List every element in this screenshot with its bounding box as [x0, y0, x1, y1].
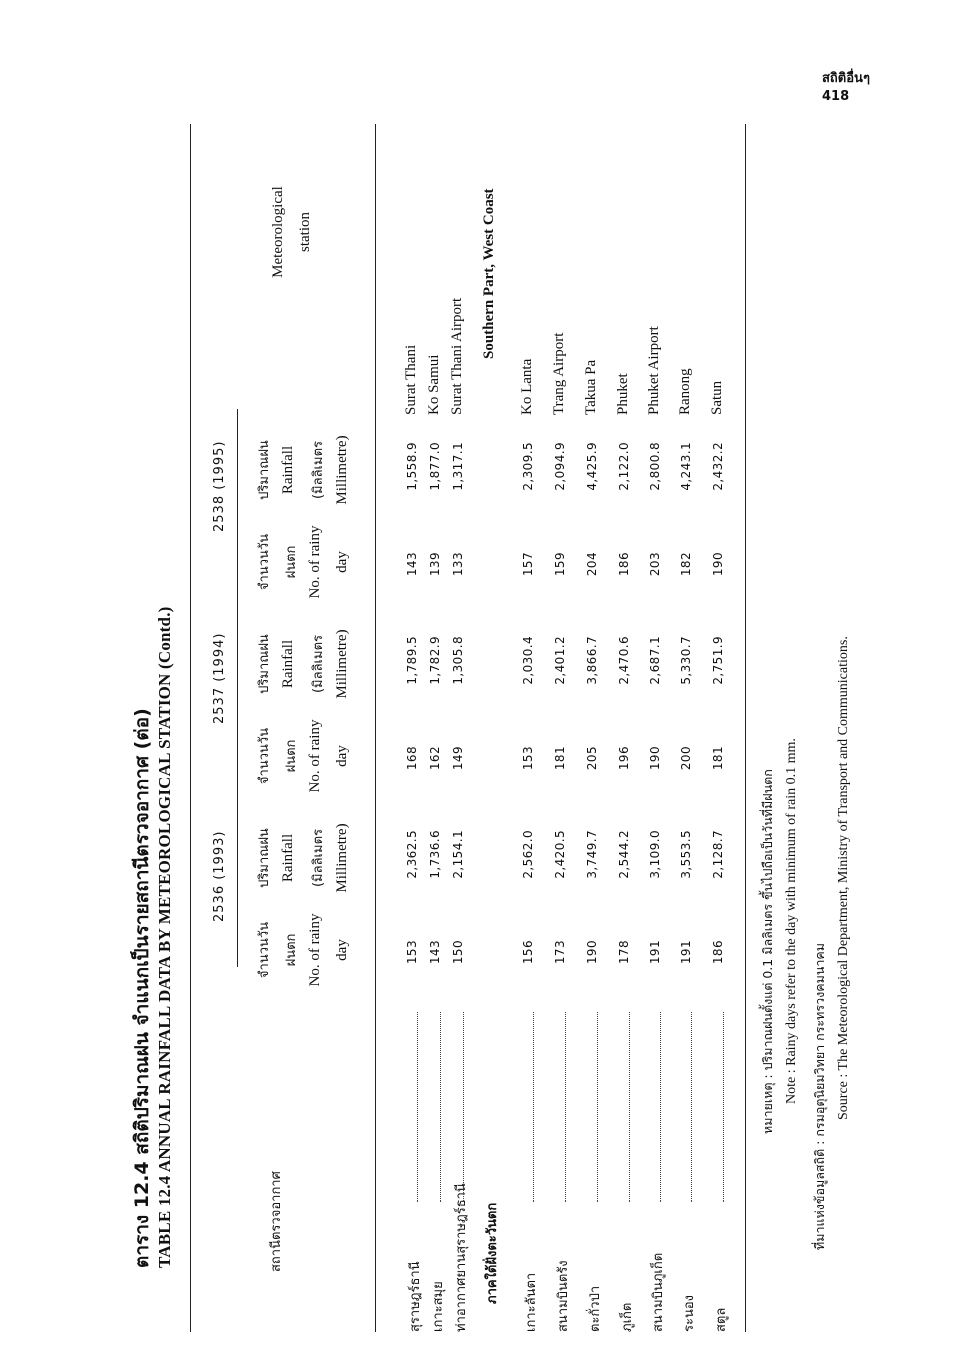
year-header-1994: 2537 (1994)	[212, 632, 227, 724]
cell-r1994: 2,751.9	[711, 636, 725, 685]
source-thai: ที่มาแห่งข้อมูลสถิติ : กรมอุตุนิยมวิทยา กระทรวงคมนาคม	[812, 943, 827, 1250]
station-name-english: Satun	[709, 380, 725, 415]
leader-dots	[463, 1012, 464, 1202]
leader-dots	[597, 1012, 598, 1202]
station-name-english: Ko Lanta	[519, 358, 535, 415]
year-header-1993: 2536 (1993)	[212, 830, 227, 922]
station-name-thai: ระนอง	[682, 1294, 697, 1332]
leader-dots	[691, 1012, 692, 1202]
header-station-english	[270, 157, 314, 307]
header-rainfall-2-line3: Millimetre)	[334, 435, 350, 505]
header-days-1-line2: No. of rainy	[307, 719, 323, 793]
header-rainfall-0-line3: Millimetre)	[334, 823, 350, 893]
cell-d1995: 203	[648, 552, 662, 577]
cell-r1994: 1,782.9	[428, 636, 442, 685]
cell-d1994: 205	[585, 746, 599, 771]
cell-r1994: 3,866.7	[585, 636, 599, 685]
cell-r1993: 2,544.2	[617, 830, 631, 879]
table-bottom-rule	[745, 124, 746, 1332]
cell-r1995: 2,122.0	[617, 442, 631, 491]
header-station-english-line2: station	[297, 212, 313, 252]
header-days-1-line3: day	[334, 745, 350, 767]
cell-r1993: 2,562.0	[521, 830, 535, 879]
cell-d1994: 196	[617, 746, 631, 771]
cell-d1993: 191	[679, 940, 693, 965]
header-days-2-line2: No. of rainy	[307, 525, 323, 599]
header-rainfall-2-line2: (มิลลิเมตร	[311, 441, 326, 500]
cell-d1993: 156	[521, 940, 535, 965]
cell-d1995: 186	[617, 552, 631, 577]
cell-r1995: 2,432.2	[711, 442, 725, 491]
station-name-thai: ตะกั่วป่า	[588, 1285, 603, 1332]
cell-r1993: 2,420.5	[553, 830, 567, 879]
cell-d1995: 133	[451, 552, 465, 577]
station-name-thai: สุราษฎร์ธานี	[408, 1261, 423, 1332]
header-days-0-line2: No. of rainy	[307, 913, 323, 987]
cell-r1993: 3,109.0	[648, 830, 662, 879]
station-name-thai: สนามบินตรัง	[556, 1260, 571, 1332]
header-rainfall-1-line2: (มิลลิเมตร	[311, 635, 326, 694]
station-name-english: Surat Thani Airport	[449, 297, 465, 415]
header-rainfall-0-line1: Rainfall	[280, 833, 296, 883]
cell-d1994: 200	[679, 746, 693, 771]
station-name-english: Ranong	[677, 368, 693, 415]
cell-d1995: 190	[711, 552, 725, 577]
header-station-english-line1: Meteorological	[270, 186, 286, 278]
table-title-english: TABLE 12.4 ANNUAL RAINFALL DATA BY METEOROLOGICAL STATION (Contd.)	[155, 606, 174, 1268]
header-days-1-line0: จำนวนวัน	[257, 727, 272, 785]
header-days-0-line0: จำนวนวัน	[257, 921, 272, 979]
cell-r1994: 2,030.4	[521, 636, 535, 685]
station-name-thai: ท่าอากาศยานสุราษฎร์ธานี	[454, 1183, 469, 1332]
station-name-thai: สนามบินภูเก็ต	[651, 1252, 666, 1332]
station-name-thai: เกาะสมุย	[431, 1281, 446, 1332]
cell-d1995: 182	[679, 552, 693, 577]
leader-dots	[660, 1012, 661, 1202]
station-name-english: Ko Samui	[426, 354, 442, 415]
note-english: Note : Rainy days refer to the day with minimum of rain 0.1 mm.	[784, 738, 799, 1104]
leader-dots	[629, 1012, 630, 1202]
header-station-thai: สถานีตรวจอากาศ	[269, 1171, 284, 1272]
station-name-thai: สตูล	[714, 1307, 729, 1332]
header-rainfall-0-line2: (มิลลิเมตร	[311, 829, 326, 888]
table-title-thai: ตาราง 12.4 สถิติปริมาณฝน จำแนกเป็นรายสถานีตรวจอากาศ (ต่อ)	[131, 708, 153, 1268]
cell-d1993: 143	[428, 940, 442, 965]
cell-d1993: 153	[405, 940, 419, 965]
remark-thai: หมายเหตุ : ปริมาณฝนตั้งแต่ 0.1 มิลลิเมตร ขึ้นไปถือเป็นวันที่มีฝนตก	[760, 769, 775, 1134]
cell-d1993: 173	[553, 940, 567, 965]
cell-r1993: 3,749.7	[585, 830, 599, 879]
cell-d1994: 181	[711, 746, 725, 771]
cell-d1995: 143	[405, 552, 419, 577]
station-name-english: Surat Thani	[403, 344, 419, 415]
cell-r1995: 2,094.9	[553, 442, 567, 491]
cell-d1994: 149	[451, 746, 465, 771]
leader-dots	[533, 1012, 534, 1202]
cell-d1993: 191	[648, 940, 662, 965]
station-name-english: Phuket Airport	[646, 326, 662, 415]
section-label: สถิติอื่นๆ	[822, 71, 870, 86]
leader-dots	[440, 1012, 441, 1202]
year-header-1995: 2538 (1995)	[212, 440, 227, 532]
cell-r1995: 2,800.8	[648, 442, 662, 491]
header-rainfall-2-line0: ปริมาณฝน	[257, 440, 272, 500]
cell-d1994: 153	[521, 746, 535, 771]
cell-r1993: 3,553.5	[679, 830, 693, 879]
cell-d1994: 168	[405, 746, 419, 771]
header-rainfall-1-line1: Rainfall	[280, 639, 296, 689]
section-heading-thai: ภาคใต้ฝั่งตะวันตก	[485, 1202, 500, 1304]
cell-r1995: 4,243.1	[679, 442, 693, 491]
cell-d1993: 178	[617, 940, 631, 965]
cell-r1994: 2,687.1	[648, 636, 662, 685]
header-days-2-line1: ฝนตก	[284, 545, 299, 579]
header-days-2-line0: จำนวนวัน	[257, 533, 272, 591]
page-number: 418	[822, 89, 850, 104]
station-name-thai: เกาะลันตา	[524, 1272, 539, 1332]
station-name-english: Takua Pa	[583, 359, 599, 415]
cell-r1994: 1,305.8	[451, 636, 465, 685]
header-days-2-line3: day	[334, 551, 350, 573]
table-top-rule	[190, 124, 191, 1332]
section-heading-english: Southern Part, West Coast	[481, 188, 497, 359]
station-name-english: Phuket	[615, 373, 631, 415]
cell-r1993: 2,128.7	[711, 830, 725, 879]
header-rainfall-2-line1: Rainfall	[280, 445, 296, 495]
header-rainfall-1-line3: Millimetre)	[334, 629, 350, 699]
cell-r1995: 2,309.5	[521, 442, 535, 491]
cell-r1993: 2,154.1	[451, 830, 465, 879]
cell-r1994: 2,470.6	[617, 636, 631, 685]
cell-d1993: 150	[451, 940, 465, 965]
header-bottom-rule	[375, 124, 376, 1332]
leader-dots	[417, 1012, 418, 1202]
cell-r1994: 2,401.2	[553, 636, 567, 685]
cell-d1995: 204	[585, 552, 599, 577]
header-days-1-line1: ฝนตก	[284, 739, 299, 773]
cell-d1995: 159	[553, 552, 567, 577]
cell-d1994: 190	[648, 746, 662, 771]
cell-r1995: 1,558.9	[405, 442, 419, 491]
cell-r1995: 1,317.1	[451, 442, 465, 491]
station-name-thai: ภูเก็ต	[620, 1302, 635, 1332]
cell-r1994: 1,789.5	[405, 636, 419, 685]
cell-r1993: 1,736.6	[428, 830, 442, 879]
cell-d1993: 186	[711, 940, 725, 965]
leader-dots	[565, 1012, 566, 1202]
leader-dots	[723, 1012, 724, 1202]
year-group-rule	[237, 409, 238, 967]
header-days-0-line3: day	[334, 939, 350, 961]
cell-r1993: 2,362.5	[405, 830, 419, 879]
cell-d1994: 181	[553, 746, 567, 771]
source-english: Source : The Meteorological Department, Ministry of Transport and Communications.	[836, 636, 851, 1120]
station-name-english: Trang Airport	[551, 332, 567, 415]
cell-d1994: 162	[428, 746, 442, 771]
cell-d1995: 157	[521, 552, 535, 577]
header-days-0-line1: ฝนตก	[284, 933, 299, 967]
cell-d1995: 139	[428, 552, 442, 577]
cell-r1995: 1,877.0	[428, 442, 442, 491]
cell-r1994: 5,330.7	[679, 636, 693, 685]
header-rainfall-1-line0: ปริมาณฝน	[257, 634, 272, 694]
header-rainfall-0-line0: ปริมาณฝน	[257, 828, 272, 888]
cell-d1993: 190	[585, 940, 599, 965]
cell-r1995: 4,425.9	[585, 442, 599, 491]
